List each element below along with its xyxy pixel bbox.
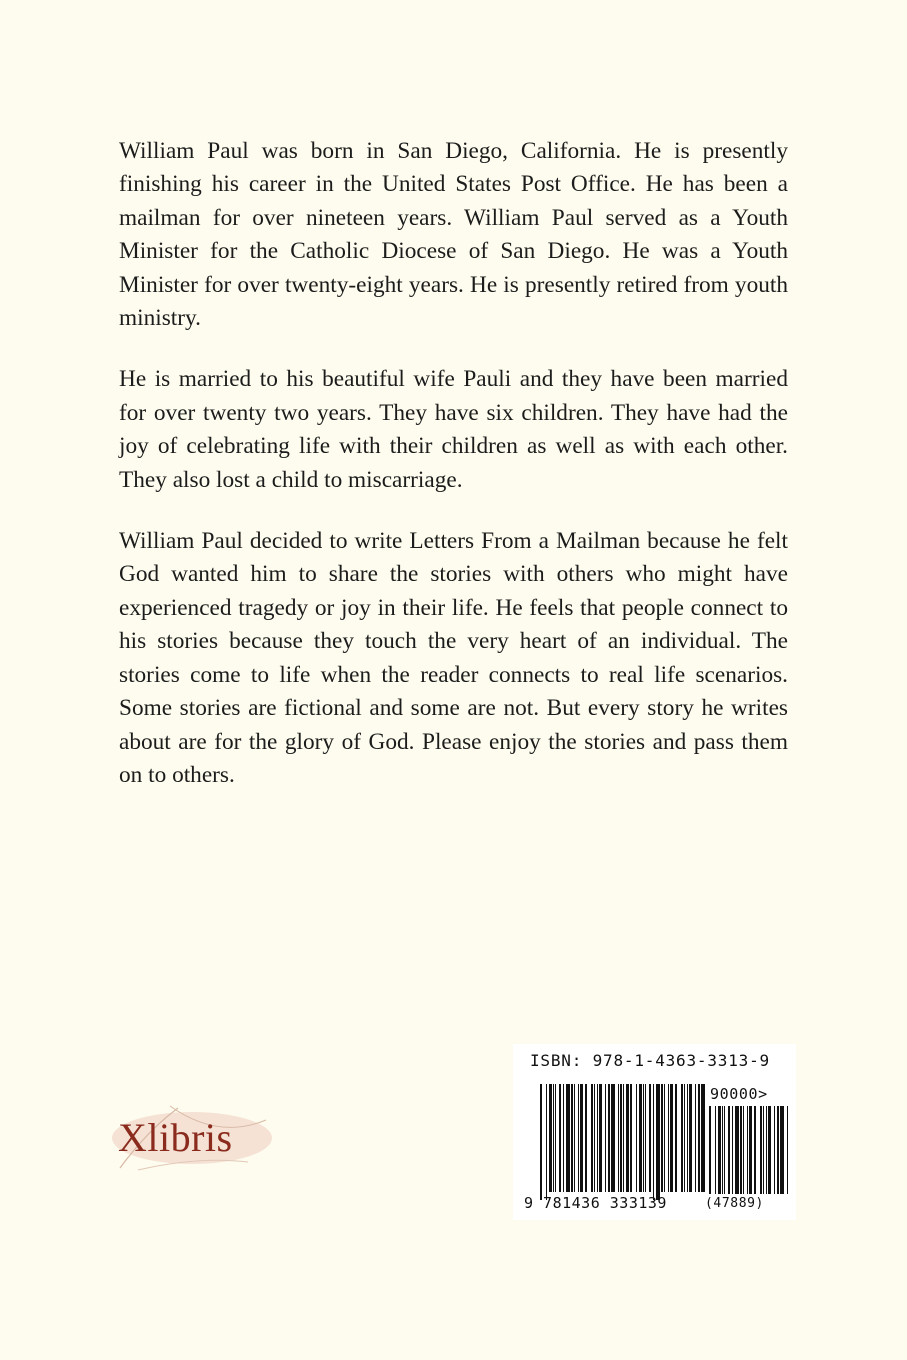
barcode-digits: 9 781436 333139 <box>524 1194 667 1212</box>
barcode-addon-code: 90000> <box>710 1085 768 1103</box>
publisher-logo-text: Xlibris <box>118 1115 233 1160</box>
isbn-barcode <box>513 1044 796 1220</box>
isbn-label: ISBN: 978-1-4363-3313-9 <box>530 1051 770 1070</box>
barcode-price-code: (47889) <box>705 1196 764 1211</box>
bio-paragraph: William Paul was born in San Diego, California. He is presently finishing his career in the United States Post Office. He has been a mailman for over nineteen years. William Paul served as a Youth Minister for the Catholic Diocese of San Diego. He was a Youth Minister for over twenty-eight years. He is presently retired from youth ministry. <box>119 138 788 332</box>
bio-paragraph: William Paul decided to write Letters From a Mailman because he felt God wanted him to share the stories with others who might have experienced tragedy or joy in their life. He feels that people connect to his stories because they touch the very heart of an individual. The stories come to life when the reader connects to real life scenarios. Some stories are fictional and some are not. But every story he writes about are for the glory of God. Please enjoy the stories and pass them on to others. <box>119 528 788 788</box>
publisher-logo <box>108 1100 278 1176</box>
bio-paragraph: He is married to his beautiful wife Pauli and they have been married for over twenty two years. They have six children. They have had the joy of celebrating life with their children as well as with each other. They also lost a child to miscarriage. <box>119 366 788 493</box>
back-cover-bio <box>119 135 788 792</box>
